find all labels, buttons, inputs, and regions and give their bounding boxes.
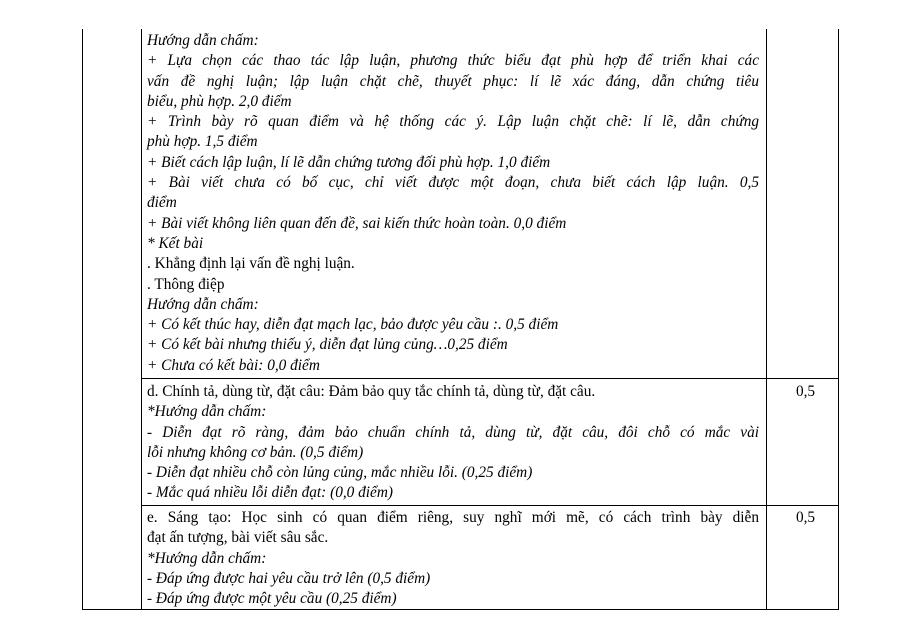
text-line: *Hướng dẫn chấm: <box>147 403 267 421</box>
text-line: + Biết cách lập luận, lí lẽ dẫn chứng tương đối phù hợp. 1,0 điểm <box>147 153 551 171</box>
text-line: + Có kết thúc hay, diễn đạt mạch lạc, bảo được yêu cầu :. 0,5 điểm <box>147 316 559 334</box>
text-line: - Mắc quá nhiều lỗi diễn đạt: (0,0 điểm) <box>147 484 393 502</box>
table-border-right <box>838 29 839 610</box>
text-line: Hướng dẫn chấm: <box>147 295 259 313</box>
score-cell: 0,5 <box>795 509 816 526</box>
text-line: . Thông điệp <box>147 275 225 293</box>
text-line: Hướng dẫn chấm: <box>147 32 259 49</box>
text-line: + Bài viết không liên quan đến đề, sai kiến thức hoàn toàn. 0,0 điểm <box>147 214 567 232</box>
text-line: biểu, phù hợp. 2,0 điểm <box>147 92 292 110</box>
criteria-cell-spelling <box>147 382 759 504</box>
text-line: lỗi nhưng không cơ bản. (0,5 điểm) <box>147 443 364 461</box>
text-line: điểm <box>147 194 177 212</box>
column-divider-right <box>766 29 767 610</box>
text-line: đạt ấn tượng, bài viết sâu sắc. <box>147 529 329 547</box>
text-line: + Bài viết chưa có bố cục, chỉ viết được một đoạn, chưa biết cách lập luận. 0,5 <box>147 174 759 192</box>
text-line: vấn đề nghị luận; lập luận chặt chẽ, thuyết phục: lí lẽ xác đáng, dẫn chứng tiêu <box>147 72 759 90</box>
text-line: - Diễn đạt rõ ràng, đảm bảo chuẩn chính tả, dùng từ, đặt câu, đôi chỗ có mắc vài <box>147 423 759 441</box>
text-line: e. Sáng tạo: Học sinh có quan điểm riêng, suy nghĩ mới mẽ, có cách trình bày diễn <box>147 509 759 526</box>
text-line: + Có kết bài nhưng thiếu ý, diễn đạt lủng củng…0,25 điểm <box>147 336 508 354</box>
text-line: - Đáp ứng được hai yêu cầu trở lên (0,5 điểm) <box>147 569 431 587</box>
score-cell: 0,5 <box>795 383 816 400</box>
row-divider-1 <box>141 378 839 379</box>
table-border-left <box>82 29 83 610</box>
text-line: phù hợp. 1,5 điểm <box>147 133 258 151</box>
row-divider-2 <box>141 505 839 506</box>
criteria-cell-intro-conclusion <box>147 31 759 376</box>
criteria-cell-creativity <box>147 508 759 609</box>
text-line: + Lựa chọn các thao tác lập luận, phương thức biểu đạt phù hợp để triển khai các <box>147 52 759 70</box>
text-line: d. Chính tả, dùng từ, đặt câu: Đảm bảo quy tắc chính tả, dùng từ, đặt câu. <box>147 383 596 400</box>
column-divider-left <box>141 29 142 610</box>
text-line: + Trình bày rõ quan điểm và hệ thống các ý. Lập luận chặt chẽ: lí lẽ, dẫn chứng <box>147 113 759 131</box>
text-line: *Hướng dẫn chấm: <box>147 549 267 567</box>
text-line: - Đáp ứng được một yêu cầu (0,25 điểm) <box>147 590 397 608</box>
text-line: - Diễn đạt nhiều chỗ còn lủng củng, mắc nhiều lỗi. (0,25 điểm) <box>147 464 533 482</box>
text-line: + Chưa có kết bài: 0,0 điểm <box>147 356 320 374</box>
text-line: . Khẳng định lại vấn đề nghị luận. <box>147 255 355 273</box>
text-line: * Kết bài <box>147 234 204 252</box>
